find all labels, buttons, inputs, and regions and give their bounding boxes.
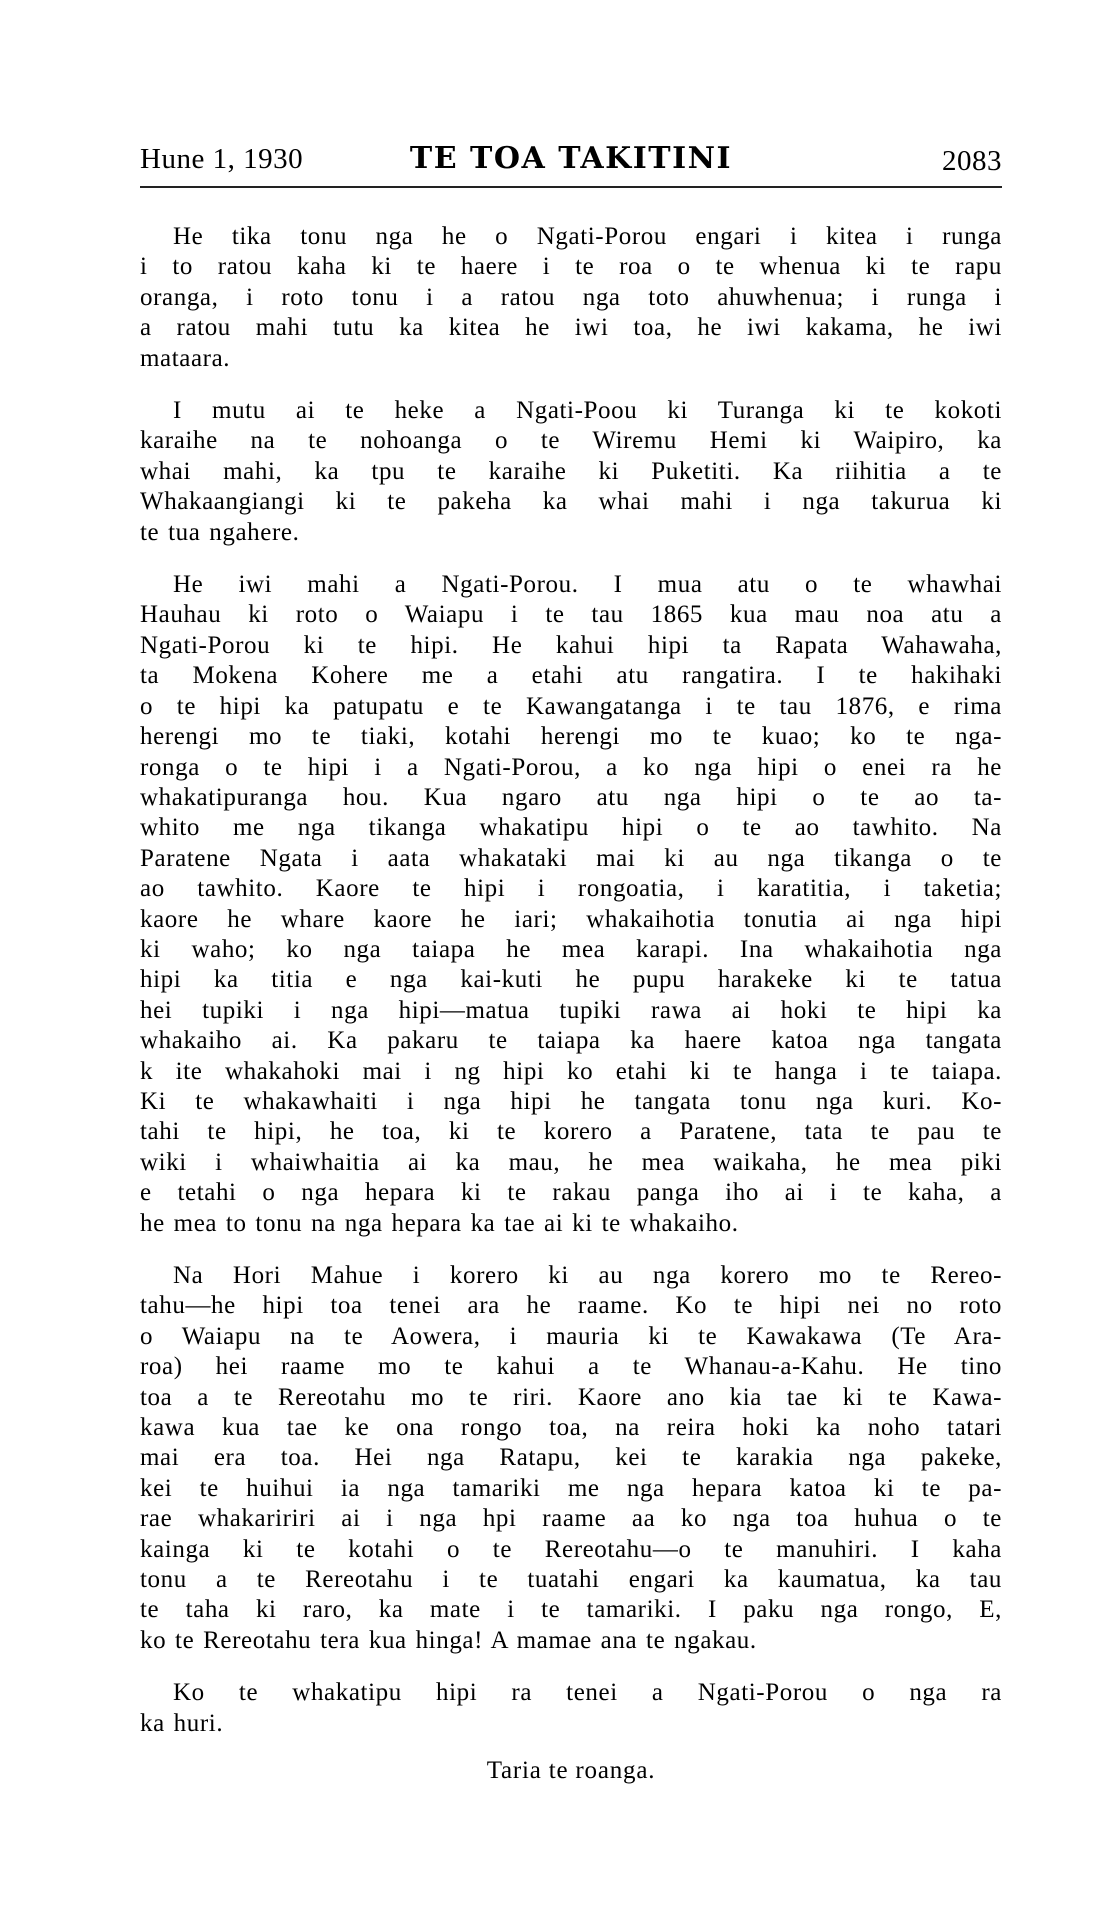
text-line: whakaiho ai. Ka pakaru te taiapa ka haere katoa nga tangata (140, 1027, 1002, 1055)
header-page-number: 2083 (942, 145, 1002, 177)
text-line: i to ratou kaha ki te haere i te roa o te whenua ki te rapu (140, 253, 1002, 281)
paragraph (140, 1678, 1002, 1739)
text-line: he mea to tonu na nga hepara ka tae ai ki te whakaiho. (140, 1209, 739, 1237)
text-line: te tua ngahere. (140, 518, 300, 546)
text-line: herengi mo te tiaki, kotahi herengi mo te kuao; ko te nga- (140, 723, 1002, 751)
text-line: He iwi mahi a Ngati-Porou. I mua atu o te whawhai (173, 571, 1002, 599)
text-line: wiki i whaiwhaitia ai ka mau, he mea waikaha, he mea piki (140, 1148, 1002, 1176)
text-line: roa) hei raame mo te kahui a te Whanau-a-Kahu. He tino (140, 1353, 1002, 1381)
text-line: Ki te whakawhaiti i nga hipi he tangata tonu nga kuri. Ko- (140, 1087, 1002, 1115)
text-line: ta Mokena Kohere me a etahi atu rangatira. I te hakihaki (140, 662, 1002, 690)
text-line: mai era toa. Hei nga Ratapu, kei te karakia nga pakeke, (140, 1444, 1002, 1472)
text-line: ki waho; ko nga taiapa he mea karapi. Ina whakaihotia nga (140, 935, 1002, 963)
text-line: e tetahi o nga hepara ki te rakau panga iho ai i te kaha, a (140, 1179, 1002, 1207)
text-line: rae whakaririri ai i nga hpi raame aa ko nga toa huhua o te (140, 1505, 1002, 1533)
text-line: toa a te Rereotahu mo te riri. Kaore ano kia tae ki te Kawa- (140, 1383, 1002, 1411)
text-line: ka huri. (140, 1709, 224, 1737)
text-line: whai mahi, ka tpu te karaihe ki Puketiti. Ka riihitia a te (140, 457, 1002, 485)
text-line: k ite whakahoki mai i ng hipi ko etahi ki te hanga i te taiapa. (140, 1057, 1002, 1085)
text-line: kaore he whare kaore he iari; whakaihotia tonutia ai nga hipi (140, 905, 1002, 933)
paragraph (140, 396, 1002, 548)
text-line: Ngati-Porou ki te hipi. He kahui hipi ta Rapata Wahawaha, (140, 631, 1002, 659)
text-line: hei tupiki i nga hipi—matua tupiki rawa ai hoki te hipi ka (140, 996, 1002, 1024)
text-line: hipi ka titia e nga kai-kuti he pupu harakeke ki te tatua (140, 966, 1002, 994)
paragraph (140, 222, 1002, 374)
text-line: te taha ki raro, ka mate i te tamariki. I paku nga rongo, E, (140, 1596, 1002, 1624)
text-line: Paratene Ngata i aata whakataki mai ki au nga tikanga o te (140, 844, 1002, 872)
signoff-text: Taria te roanga. (486, 1757, 656, 1784)
header-rule (140, 186, 1002, 188)
text-line: tahu—he hipi toa tenei ara he raame. Ko te hipi nei no roto (140, 1292, 1002, 1320)
text-line: kei te huihui ia nga tamariki me nga hepara katoa ki te pa- (140, 1474, 1002, 1502)
article-body (140, 222, 1002, 1761)
text-line: Hauhau ki roto o Waiapu i te tau 1865 kua mau noa atu a (140, 601, 1002, 629)
text-line: Whakaangiangi ki te pakeha ka whai mahi i nga takurua ki (140, 488, 1002, 516)
text-line: a ratou mahi tutu ka kitea he iwi toa, he iwi kakama, he iwi (140, 314, 1002, 342)
text-line: kawa kua tae ke ona rongo toa, na reira hoki ka noho tatari (140, 1414, 1002, 1442)
text-line: ao tawhito. Kaore te hipi i rongoatia, i karatitia, i taketia; (140, 875, 1002, 903)
header-date: Hune 1, 1930 (140, 143, 304, 175)
text-line: tonu a te Rereotahu i te tuatahi engari ka kaumatua, ka tau (140, 1566, 1002, 1594)
text-line: karaihe na te nohoanga o te Wiremu Hemi ki Waipiro, ka (140, 427, 1002, 455)
page-header (140, 143, 1002, 189)
text-line: whito me nga tikanga whakatipu hipi o te ao tawhito. Na (140, 814, 1002, 842)
paragraph (140, 570, 1002, 1239)
text-line: whakatipuranga hou. Kua ngaro atu nga hipi o te ao ta- (140, 783, 1002, 811)
header-title: TE TOA TAKITINI (409, 141, 733, 176)
text-line: Ko te whakatipu hipi ra tenei a Ngati-Porou o nga ra (173, 1679, 1002, 1707)
paragraph (140, 1261, 1002, 1656)
text-line: o Waiapu na te Aowera, i mauria ki te Kawakawa (Te Ara- (140, 1322, 1002, 1350)
text-line: mataara. (140, 344, 231, 372)
text-line: I mutu ai te heke a Ngati-Poou ki Turanga ki te kokoti (173, 397, 1002, 425)
text-line: kainga ki te kotahi o te Rereotahu—o te manuhiri. I kaha (140, 1535, 1002, 1563)
text-line: He tika tonu nga he o Ngati-Porou engari i kitea i runga (173, 223, 1002, 250)
text-line: Na Hori Mahue i korero ki au nga korero mo te Rereo- (173, 1262, 1002, 1289)
text-line: ronga o te hipi i a Ngati-Porou, a ko nga hipi o enei ra he (140, 753, 1002, 781)
text-line: ko te Rereotahu tera kua hinga! A mamae ana te ngakau. (140, 1626, 757, 1654)
text-line: oranga, i roto tonu i a ratou nga toto ahuwhenua; i runga i (140, 283, 1002, 311)
text-line: tahi te hipi, he toa, ki te korero a Paratene, tata te pau te (140, 1118, 1002, 1146)
text-line: o te hipi ka patupatu e te Kawangatanga i te tau 1876, e rima (140, 692, 1002, 720)
